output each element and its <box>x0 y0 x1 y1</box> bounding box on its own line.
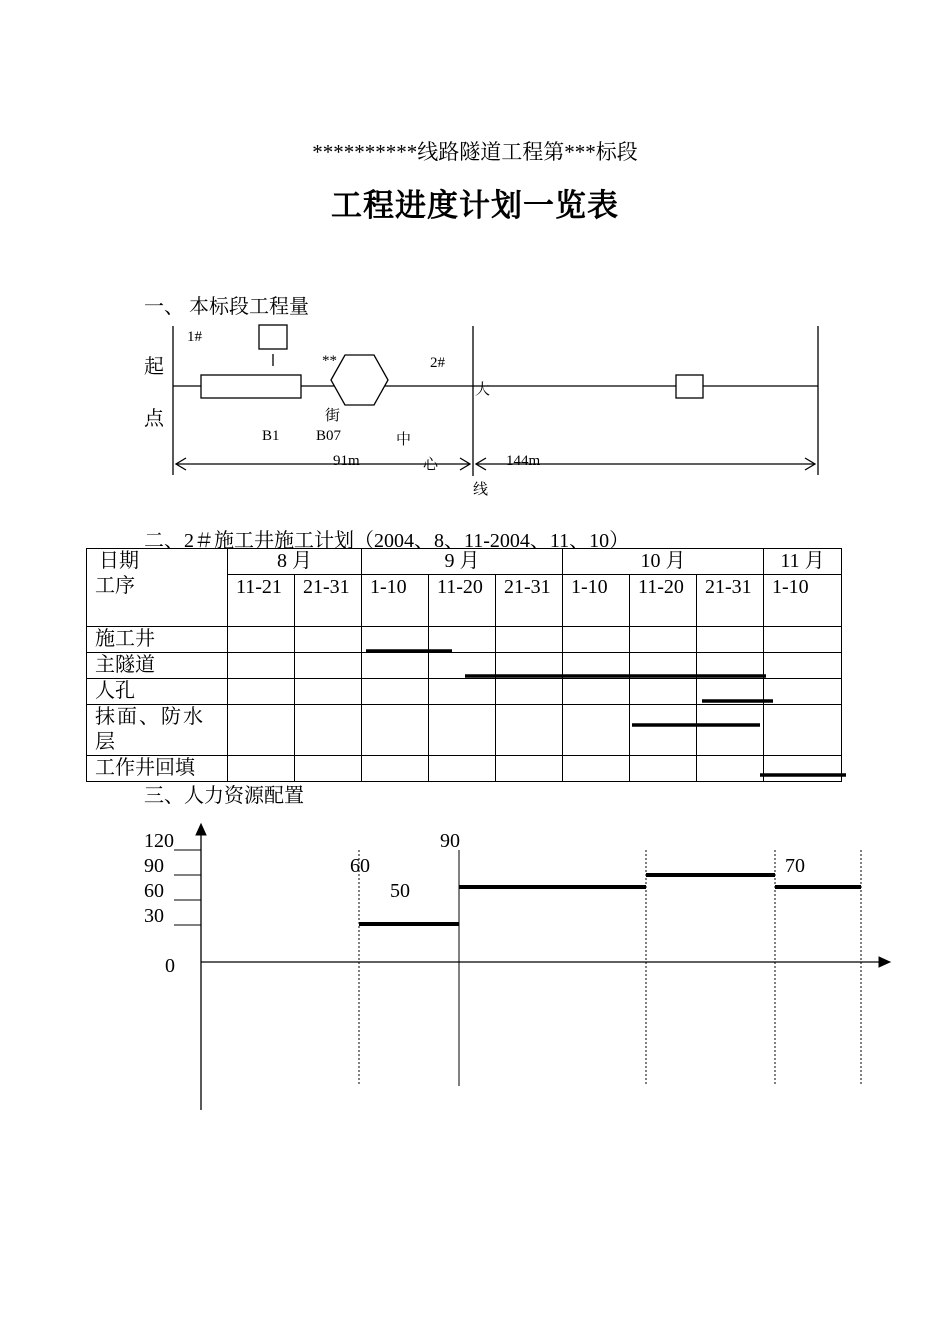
y-tick-label: 90 <box>144 855 164 877</box>
y-tick-label: 30 <box>144 905 164 927</box>
label-jie: 街 <box>325 408 341 424</box>
period-header: 11-20 <box>429 575 496 627</box>
section3-heading: 三、人力资源配置 <box>144 785 304 807</box>
section1-heading: 一、 本标段工程量 <box>144 296 309 318</box>
task-label: 工作井回填 <box>87 756 228 782</box>
value-label: 60 <box>350 855 370 877</box>
label-shaft2: 2# <box>430 355 445 371</box>
period-header: 11-20 <box>630 575 697 627</box>
period-header: 1-10 <box>563 575 630 627</box>
corner-date: 日期 <box>99 550 139 572</box>
value-label: 70 <box>785 855 805 877</box>
label-qi: 起 <box>144 356 164 378</box>
period-header: 21-31 <box>496 575 563 627</box>
section2-heading: 二、2＃施工井施工计划（2004、8、11-2004、11、10） <box>144 530 630 552</box>
value-label: 90 <box>440 830 460 852</box>
document-title: 工程进度计划一览表 <box>331 188 619 223</box>
task-label: 抹面、防水层 <box>87 705 228 756</box>
label-xin: 心 <box>423 457 439 473</box>
label-shaft1: 1# <box>187 329 202 345</box>
label-b1: B1 <box>262 428 280 444</box>
month-header: 9 月 <box>362 549 563 575</box>
label-zhong: 中 <box>396 432 412 448</box>
period-header: 21-31 <box>295 575 362 627</box>
y-tick-label: 0 <box>165 955 175 977</box>
month-header: 11 月 <box>764 549 842 575</box>
label-dian: 点 <box>144 408 164 430</box>
document-subtitle: **********线路隧道工程第***标段 <box>312 140 638 164</box>
label-b07: B07 <box>316 428 342 444</box>
task-label: 人孔 <box>87 679 228 705</box>
value-label: 50 <box>390 880 410 902</box>
task-label: 施工井 <box>87 627 228 653</box>
label-xian: 线 <box>473 482 489 498</box>
period-header: 21-31 <box>697 575 764 627</box>
period-header: 1-10 <box>362 575 429 627</box>
corner-process: 工序 <box>95 575 135 597</box>
task-label: 主隧道 <box>87 653 228 679</box>
label-144m: 144m <box>506 453 541 469</box>
label-91m: 91m <box>333 453 360 469</box>
month-header: 10 月 <box>563 549 764 575</box>
month-header: 8 月 <box>228 549 362 575</box>
label-da: 大 <box>475 382 491 398</box>
y-tick-label: 120 <box>144 830 174 852</box>
period-header: 11-21 <box>228 575 295 627</box>
label-stars: ** <box>322 353 337 369</box>
period-header: 1-10 <box>764 575 842 627</box>
y-tick-label: 60 <box>144 880 164 902</box>
